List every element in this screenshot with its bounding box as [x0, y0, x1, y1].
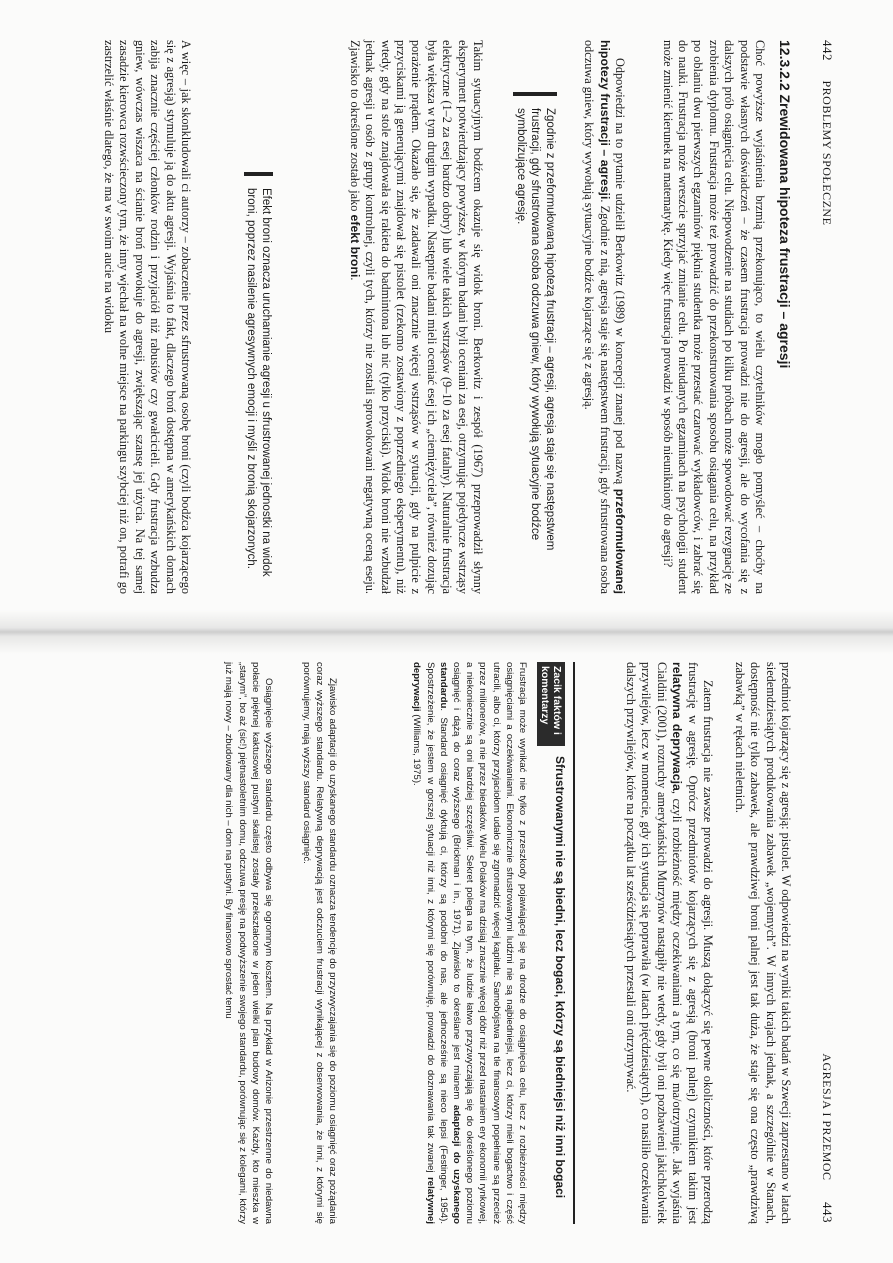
- paragraph: Odpowiedzi na to pytanie udzielił Berkowitz (1989) w koncepcji znanej pod nazwą przeformułowanej hipotezy frustracji – agresji. Zgodnie z nią, agresja staje się następstwem frustracji, gdy sfrustrowana osoba odczuwa gniew, który wywołują sytuacyjne bodźce kojarzące się z agresją.: [582, 40, 627, 594]
- running-head-left: [819, 40, 835, 225]
- sidebar-top-rule: [573, 662, 575, 1224]
- paragraph: Takim sytuacyjnym bodźcem okazuje się widok broni. Berkowitz i zespół (1967) przeprowadził słynny eksperyment potwierdzający powyższe, w którym badani byli oceniani za esej, otrzymując pojedyncze wstrząsy elektryczne (1–2 za esej bardzo dobry) lub wiele takich wstrząsów (9–10 za esej fatalny). Naturalnie frustracja była większa w tym drugim wypadku. Następnie badani mieli oceniać esej ich „ciemiężyciela”, również dozując porażenie prądem. Okazało się, że zadawali oni znacznie więcej wstrząsów w sytuacji, gdy na pulpicie z przyciskami ją generującymi znajdował się pistolet (rzekomo zostawiony z poprzedniego eksperymentu), niż wtedy, gdy na stole znajdowała się rakieta do badmintona lub nic (tylko przyciski). Widok broni nie wzbudzał jednak agresji u osób z grupy kontrolnej, czyli tych, którzy nie zostali sprowokowani negatywną oceną eseju. Zjawisko to określone zostało jako efekt broni.: [347, 40, 485, 594]
- sidebar-heading: Sfrustrowanymi nie są biedni, lecz bogaci, którzy są biedniejsi niż inni bogaci: [553, 756, 567, 1199]
- definition-callout: Efekt broni oznacza uruchamianie agresji u sfrustrowanej jednostki na widok broni, poprzez nasilenie agresywnych emocji i myśli z bronią skojarzonych.: [244, 172, 273, 580]
- fact-sidebar: [15, 662, 575, 1224]
- running-head-title: PROBLEMY SPOŁECZNE: [820, 80, 834, 226]
- paragraph: A więc – jak skonkludowali ci autorzy – zobaczenie przez sfrustrowaną osobę broni (czyli bodźca kojarzącego się z agresją) stymuluje ją do aktu agresji. Wyjaśnia to fakt, dlaczego broń dostępna w amerykańskich domach zabija znacznie częściej członków rodzin i przyjaciół niż rabusiów czy gwałcicieli. Gdy frustracja wzbudza gniew, wówczas wiszaca na ścianie broń prowokuje do agresji, zwiększając szansę jej użycia. Na tej samej zasadzie kierowca rozwścieczony tym, że inny wjechał na wolne miejsce na parkingu szybciej niż on, potrafi go zastrzelić właśnie dlatego, że ma w swoim aucie na widoku: [101, 40, 193, 594]
- sidebar-paragraph: Zjawisko adaptacji do uzyskanego standardu oznacza tendencję do przyzwyczajania się do poziomu osiągnięć oraz pożądania coraz wyższego standardu. Relatywną deprywacją jest odczuciem frustracji wynikającej z obserwowania, że inni, z którymi się porównujemy, mają wyższy standard osiągnięć.: [300, 662, 338, 1224]
- page-number: 443: [820, 1202, 835, 1223]
- sidebar-paragraph: Osiągnięcie wyższego standardu często odbywa się ogromnym kosztem. Na przykład w Arizonie przestrzenne do niedawna połacie pięknej kaktusowej pustyni skalistej zostały przekształcone w jeden wielki plan budowy domów. Każdy, kto mieszka w „starym”, bo aż (sic!) piętnastoletnim domu, odczuwa presję na podwyższenie swojego standardu, porównując się z kolegami, którzy już mają nowy – zbudowany dla nich – dom na pustyni. By finansowo sprostać temu: [223, 662, 274, 1224]
- sidebar-paragraph: Frustracja może wynikać nie tylko z przeszkody pojawiającej się na drodze do osiągnięcia celu, lecz z rozbieżności między osiągnięciami a oczekiwaniami. Ekonomicznie sfrustrowanymi ludźmi nie są najbiedniejsi, lecz ci, którzy mieli bogactwo i część utracili, albo ci, którzy przyjaciołom udało się zgromadzić więcej kapitału. Samobójstwa na tle finansowym popełniane są przecież przez milionerów, a nie przez biedaków. Wielu Polaków ma dzisiaj znacznie więcej dóbr niż przed nastaniem ery ekonomii rynkowej, a niekoniecznie są oni bardziej szczęśliwi. Sekret polega na tym, że ludzie łatwo przyzwyczajają się do określonego poziomu osiągnięć i dążą do coraz wyższego (Brickman i in., 1971). Zjawisko to określane jest mianem adaptacji do uzyskanego standardu. Standard osiągnięć dyktują ci, którzy są podobni do nas, ale jednocześnie są nieco lepsi (Festinger, 1954). Spostrzeżenie, że jestem w gorszej sytuacji niż inni, z którymi się porównuję, prowadzi do doznawania tak zwanej relatywnej deprywacji (Williams, 1975).: [411, 662, 528, 1224]
- sidebar-tag: Zacik faktów i komentarzy: [537, 662, 565, 746]
- page-number: 442: [820, 40, 835, 61]
- running-head-title: AGRESJA I PRZEMOC: [820, 1053, 834, 1181]
- page-443: [0, 632, 893, 1263]
- paragraph: Zatem frustracja nie zawsze prowadzi do agresji. Muszą dołączyć się pewne okoliczności, które przerodzą frustrację w agresję. Oprócz przedmiotów kojarzących się z agresją (broni palnej) czynnikiem takim jest relatywna deprywacja, czyli rozbieżność między oczekiwaniami a tym, co się ma/otrzymuje. Jak wyjaśnia Cialdini (2001), rozruchy amerykańskich Murzynów nastąpiły nie wtedy, gdy byli oni pozbawieni jakichkolwiek przywilejów, lecz w momencie, gdy ich sytuacja się poprawiła (w latach pięćdziesiątych), co nasiliło oczekiwania dalszych przywilejów, które na początku lat sześćdziesiątych przestali oni otrzymywać.: [623, 662, 715, 1224]
- definition-callout: Zgodnie z przeformułowaną hipotezą frustracji – agresji, agresja staje się następstwem frustracji, gdy sfrustrowana osoba odczuwa gniew, który wywołują sytuacyjne bodźce symbolizujące agresję.: [513, 92, 557, 578]
- section-heading: 12.3.2.2 Zrewidowana hipoteza frustracji – agresji: [777, 40, 793, 369]
- paragraph: Choć powyższe wyjaśnienia brzmią przekonująco, to wielu czytelników mogło pomyśleć – choćby na podstawie własnych doświadczeń – że czasem frustracja prowadzi nie do agresji, ale do wycofania się z dalszych prób osiągnięcia celu. Niepowodzenie na studiach po kilku próbach może spowodować rezygnację ze zrobienia dyplomu. Frustracja może też prowadzić do przekonstruowania sposobu osiągania celu, na przykład po oblaniu dwu pierwszych egzaminów pięknia studentka może przestać czarować wykładowców, i zabrać się do nauki. Frustracja może wreszcie sprzyjać zmianie celu. Po nieudanych egzaminach na psychologii student może zmienić kierunek na matematykę. Kiedy więc frustracja prowadzi w sposób nieunikniony do agresji?: [660, 40, 767, 594]
- paragraph: przedmiot kojarzący się z agresją: pistolet. W odpowiedzi na wyniki takich badań w Szwecji zaprzestano w latach siedemdziesiątych produkowania zabawek „wojennych”. W innych krajach jednak, a szczególnie w Stanach, dostępność nie tylko zabawek, ale prawdziwej broni palnej jest tak duża, że staje się ona często „prawdziwą zabawką” w rękach nieletnich.: [732, 662, 793, 1224]
- running-head-right: [819, 1053, 835, 1223]
